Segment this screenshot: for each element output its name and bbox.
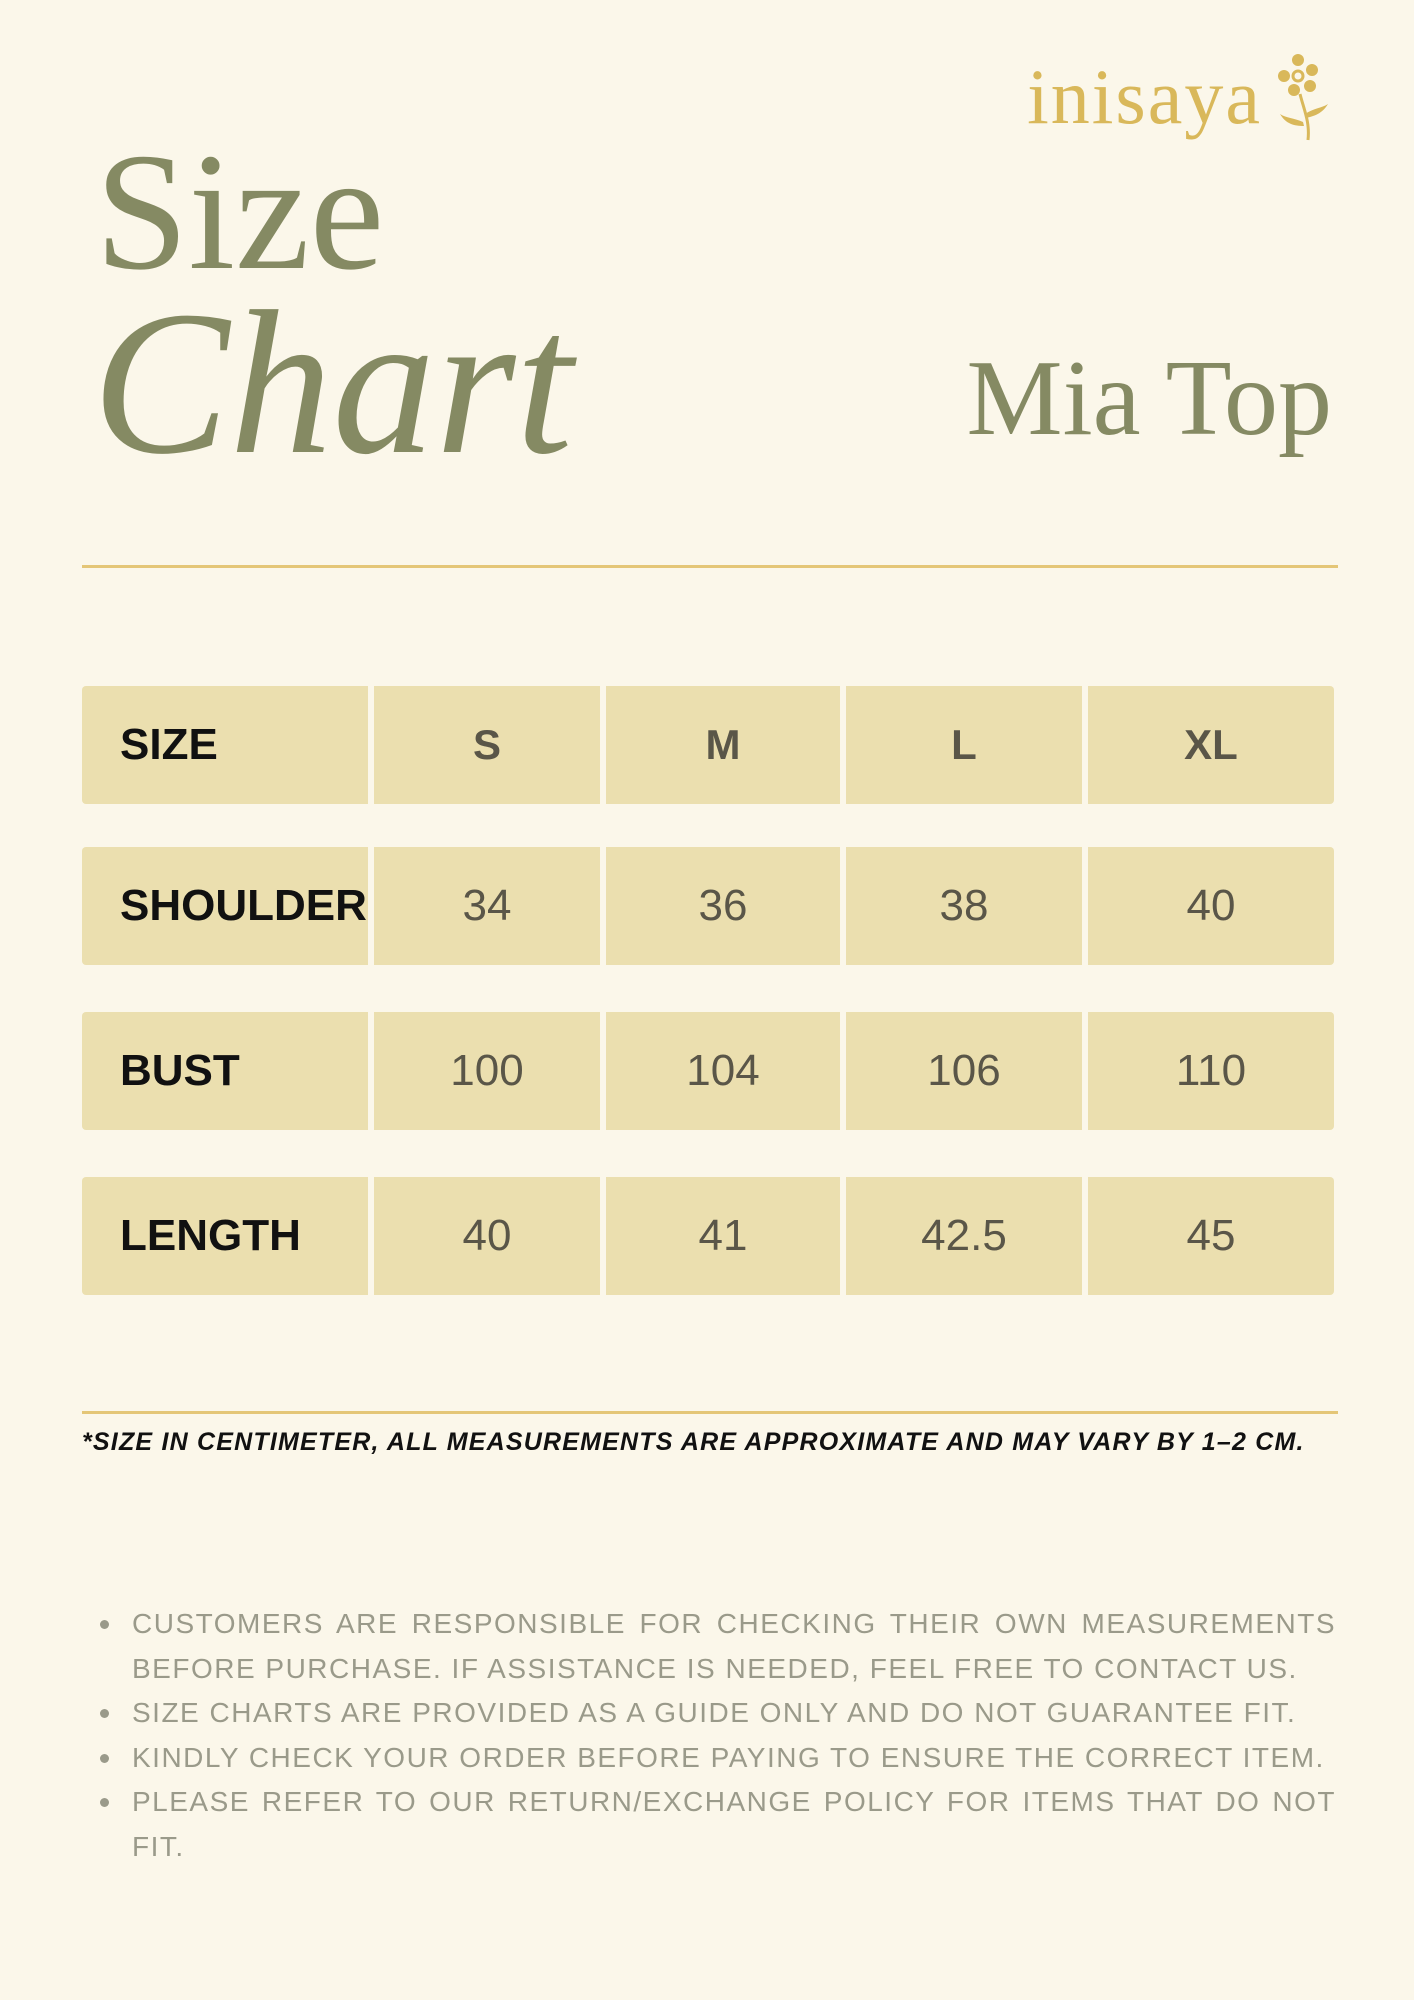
bust-xl: 110 [1088,1012,1334,1130]
divider-bottom [82,1411,1338,1414]
bullet-icon [100,1754,109,1763]
table-row-length [82,1177,1336,1295]
flower-icon [1270,52,1332,142]
row-label-shoulder: SHOULDER [82,847,368,965]
policy-item [96,1602,1336,1691]
length-l: 42.5 [846,1177,1082,1295]
shoulder-l: 38 [846,847,1082,965]
brand-name: inisaya [1027,53,1262,140]
header-size-l: L [846,686,1082,804]
header-size-m: M [606,686,840,804]
shoulder-xl: 40 [1088,847,1334,965]
table-row-bust [82,1012,1336,1130]
measurement-note: *SIZE IN CENTIMETER, ALL MEASUREMENTS ARE APPROXIMATE AND MAY VARY BY 1–2 CM. [82,1428,1305,1456]
length-xl: 45 [1088,1177,1334,1295]
policy-list [96,1602,1336,1869]
policy-text: KINDLY CHECK YOUR ORDER BEFORE PAYING TO ENSURE THE CORRECT ITEM. [132,1741,1325,1773]
bullet-icon [100,1709,109,1718]
bust-s: 100 [374,1012,600,1130]
bullet-icon [100,1798,109,1807]
policy-item [96,1691,1336,1736]
shoulder-s: 34 [374,847,600,965]
brand-logo [1027,52,1332,142]
table-header-row [82,686,1336,804]
length-m: 41 [606,1177,840,1295]
length-s: 40 [374,1177,600,1295]
row-label-length: LENGTH [82,1177,368,1295]
table-row-shoulder [82,847,1336,965]
header-size-s: S [374,686,600,804]
bust-m: 104 [606,1012,840,1130]
policy-text: SIZE CHARTS ARE PROVIDED AS A GUIDE ONLY AND DO NOT GUARANTEE FIT. [132,1697,1297,1728]
policy-item [96,1736,1336,1781]
header-label-size: SIZE [82,686,368,804]
policy-text: PLEASE REFER TO OUR RETURN/EXCHANGE POLICY FOR ITEMS THAT DO NOT FIT. [132,1786,1336,1862]
shoulder-m: 36 [606,847,840,965]
divider-top [82,565,1338,568]
title-size: Size [95,119,385,305]
policy-text: CUSTOMERS ARE RESPONSIBLE FOR CHECKING THEIR OWN MEASUREMENTS BEFORE PURCHASE. IF ASSISTANCE IS NEEDED, FEEL FREE TO CONTACT US. [132,1608,1336,1684]
title-chart: Chart [92,268,573,497]
row-label-bust: BUST [82,1012,368,1130]
policy-item [96,1780,1336,1869]
bullet-icon [100,1620,109,1629]
bust-l: 106 [846,1012,1082,1130]
header-size-xl: XL [1088,686,1334,804]
product-name: Mia Top [966,339,1332,458]
